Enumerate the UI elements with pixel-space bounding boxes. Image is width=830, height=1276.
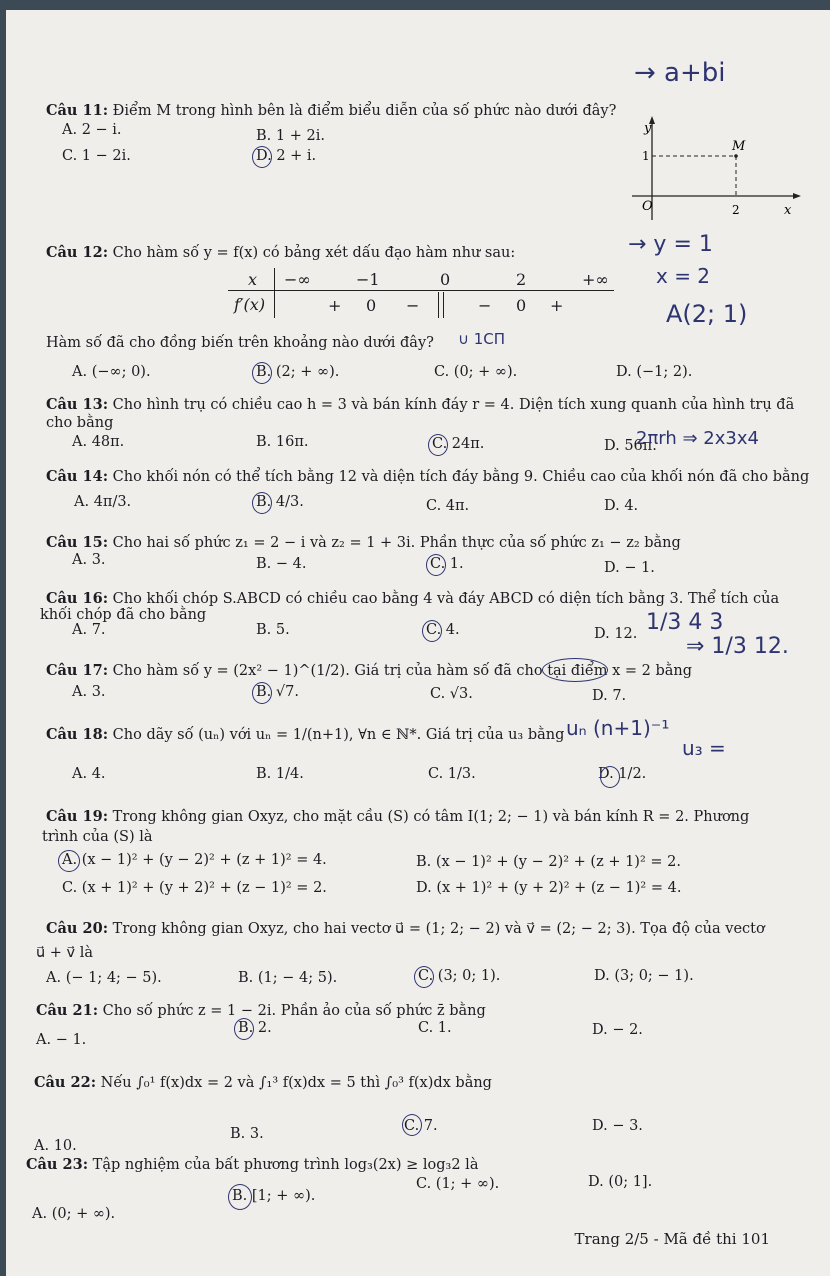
answer-circle [542,658,608,682]
option-c[interactable]: C. (1; + ∞). [416,1176,500,1192]
option-a[interactable]: A. (x − 1)² + (y − 2)² + (z + 1)² = 4. [62,852,327,868]
answer-circle [234,1018,254,1040]
option-c[interactable]: C. 1 − 2i. [62,148,131,164]
sign: − [406,296,420,315]
question-19-cont: trình của (S) là [42,829,153,845]
question-13-cont: cho bằng [46,415,114,431]
x-axis-label: x [784,203,792,218]
handwritten-note: → y = 1 [628,232,713,257]
answer-circle [600,766,620,788]
answer-circle [228,1184,252,1210]
answer-circle [428,434,448,456]
option-d[interactable]: D. (0; 1]. [588,1174,653,1190]
option-a[interactable]: A. 10. [34,1138,77,1154]
option-c[interactable]: C. 24π. [432,436,485,452]
answer-circle [252,492,272,514]
question-19: Câu 19: Trong không gian Oxyz, cho mặt cầu (S) có tâm I(1; 2; − 1) và bán kính R = 2. Phương [46,808,750,825]
x-tick: 2 [732,203,740,217]
option-b[interactable]: B. 5. [256,622,290,638]
answer-circle [422,620,442,642]
question-16: Câu 16: Cho khối chóp S.ABCD có chiều cao bằng 4 và đáy ABCD có diện tích bằng 3. Thể tích của [46,590,780,607]
question-22: Câu 22: Nếu ∫₀¹ f(x)dx = 2 và ∫₁³ f(x)dx = 5 thì ∫₀³ f(x)dx bằng [34,1074,492,1091]
question-16-cont: khối chóp đã cho bằng [40,607,207,623]
y-axis-label: y [644,121,652,136]
y-tick: 1 [642,149,650,163]
question-18: Câu 18: Cho dãy số (uₙ) với uₙ = 1/(n+1), ∀n ∈ ℕ*. Giá trị của u₃ bằng [46,726,565,743]
question-11: Câu 11: Điểm M trong hình bên là điểm biểu diễn của số phức nào dưới đây? [46,102,617,119]
option-b[interactable]: B. 16π. [256,434,309,450]
question-14: Câu 14: Cho khối nón có thể tích bằng 12 và diện tích đáy bằng 9. Chiều cao của khối nón đã cho bằng [46,468,810,485]
option-c[interactable]: C. 1. [430,556,464,572]
origin-label: O [642,199,653,214]
option-d[interactable]: D. 56π. [604,438,657,454]
option-a[interactable]: A. (− 1; 4; − 5). [46,970,162,986]
answer-circle [252,362,272,384]
x-value: 0 [440,270,451,289]
handwritten-note: ∪ 1CΠ [458,330,506,348]
option-c[interactable]: C. 1. [418,1020,452,1036]
option-b[interactable]: B. (x − 1)² + (y − 2)² + (z + 1)² = 2. [416,854,681,870]
question-12-prompt: Hàm số đã cho đồng biến trên khoảng nào dưới đây? [46,335,434,351]
sign: 0 [366,296,377,315]
question-15: Câu 15: Cho hai số phức z₁ = 2 − i và z₂ = 1 + 3i. Phần thực của số phức z₁ − z₂ bằng [46,534,681,551]
option-d[interactable]: D. (x + 1)² + (y + 2)² + (z − 1)² = 4. [416,880,682,896]
question-20-cont: u⃗ + v⃗ là [36,945,94,961]
option-d[interactable]: D. 4. [604,498,639,514]
handwritten-note: A(2; 1) [666,300,748,328]
x-value: −1 [356,270,380,289]
option-d[interactable]: D. 7. [592,688,627,704]
option-b[interactable]: B. √7. [256,684,299,700]
option-a[interactable]: A. 4. [72,766,106,782]
option-b[interactable]: B. [1; + ∞). [232,1188,316,1204]
option-d[interactable]: D. 1/2. [598,766,647,782]
answer-circle [252,682,272,704]
option-a[interactable]: A. − 1. [36,1032,87,1048]
option-d[interactable]: D. − 3. [592,1118,643,1134]
question-21: Câu 21: Cho số phức z = 1 − 2i. Phần ảo của số phức z̄ bằng [36,1002,486,1019]
option-b[interactable]: B. (1; − 4; 5). [238,970,338,986]
option-c[interactable]: C. (3; 0; 1). [418,968,501,984]
sign: + [328,296,342,315]
option-d[interactable]: D. − 2. [592,1022,643,1038]
question-13: Câu 13: Cho hình trụ có chiều cao h = 3 và bán kính đáy r = 4. Diện tích xung quanh của hình trụ đã [46,396,795,413]
option-a[interactable]: A. (−∞; 0). [72,364,151,380]
handwritten-note: x = 2 [656,264,711,288]
option-c[interactable]: C. 7. [404,1118,438,1134]
fp-label: f′(x) [234,295,266,314]
x-value: 2 [516,270,527,289]
sign: 0 [516,296,527,315]
point-label: M [732,139,746,154]
option-c[interactable]: C. 1/3. [428,766,476,782]
option-b[interactable]: B. 3. [230,1126,264,1142]
option-c[interactable]: C. √3. [430,686,473,702]
handwritten-note: 2πrh ⇒ 2x3x4 [636,428,759,449]
option-b[interactable]: B. − 4. [256,556,307,572]
option-b[interactable]: B. 4/3. [256,494,304,510]
handwritten-note: u₃ = [682,736,726,760]
option-b[interactable]: B. 1 + 2i. [256,128,325,144]
option-a[interactable]: A. 48π. [72,434,125,450]
option-d[interactable]: D. 12. [594,626,638,642]
handwritten-note: 1/3 4 3 [646,610,724,635]
answer-circle [402,1114,422,1136]
option-d[interactable]: D. 2 + i. [256,148,317,164]
option-a[interactable]: A. 3. [72,684,106,700]
question-23: Câu 23: Tập nghiệm của bất phương trình log₃(2x) ≥ log₃2 là [26,1156,479,1173]
x-value: +∞ [582,270,609,289]
option-a[interactable]: A. (0; + ∞). [32,1206,116,1222]
answer-circle [414,966,434,988]
option-a[interactable]: A. 3. [72,552,106,568]
option-d[interactable]: D. − 1. [604,560,655,576]
answer-circle [252,146,272,168]
option-d[interactable]: D. (3; 0; − 1). [594,968,694,984]
exam-page [6,10,830,1276]
question-17: Câu 17: Cho hàm số y = (2x² − 1)^(1/2). Giá trị của hàm số đã cho tại điểm x = 2 bằng [46,662,693,679]
sign-table [228,268,614,318]
complex-plane-graph [626,110,806,230]
option-b[interactable]: B. 2. [238,1020,272,1036]
option-b[interactable]: B. 1/4. [256,766,304,782]
answer-circle [426,554,446,576]
sign: − [478,296,492,315]
option-c[interactable]: C. (x + 1)² + (y + 2)² + (z − 1)² = 2. [62,880,327,896]
option-a[interactable]: A. 7. [72,622,106,638]
answer-circle [58,850,80,872]
question-20: Câu 20: Trong không gian Oxyz, cho hai vectơ u⃗ = (1; 2; − 2) và v⃗ = (2; − 2; 3). Tọa độ của vectơ [46,920,765,937]
sign: + [550,296,564,315]
option-c[interactable]: C. (0; + ∞). [434,364,518,380]
option-c[interactable]: C. 4. [426,622,460,638]
option-d[interactable]: D. (−1; 2). [616,364,693,380]
option-b[interactable]: B. (2; + ∞). [256,364,340,380]
option-a[interactable]: A. 4π/3. [74,494,132,510]
option-a[interactable]: A. 2 − i. [62,122,122,138]
handwritten-note: uₙ (n+1)⁻¹ [566,716,670,740]
x-value: −∞ [284,270,311,289]
question-12: Câu 12: Cho hàm số y = f(x) có bảng xét dấu đạo hàm như sau: [46,244,516,261]
handwritten-note: → a+bi [634,58,726,88]
x-label: x [248,270,258,289]
option-c[interactable]: C. 4π. [426,498,470,514]
handwritten-note: ⇒ 1/3 12. [686,634,789,659]
page-footer: Trang 2/5 - Mã đề thi 101 [574,1230,770,1248]
